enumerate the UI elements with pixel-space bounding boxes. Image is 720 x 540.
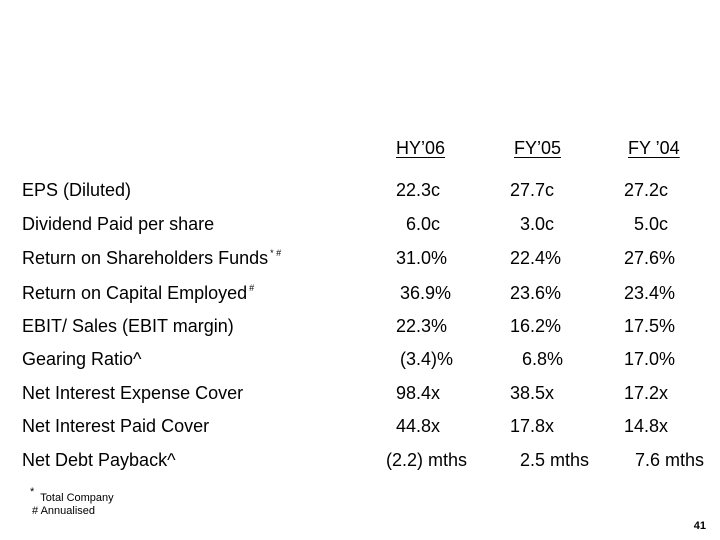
column-header-fy05: FY’05 bbox=[514, 138, 562, 158]
column-header-hy06: HY’06 bbox=[396, 138, 446, 158]
column-header-fy04: FY ’04 bbox=[628, 138, 680, 158]
cell-niec-fy04: 17.2x bbox=[624, 383, 669, 403]
cell-ebit-hy06: 22.3% bbox=[396, 316, 448, 336]
cell-dividend-fy05: 3.0c bbox=[520, 214, 555, 234]
cell-ebit-fy04: 17.5% bbox=[624, 316, 676, 336]
row-label-eps: EPS (Diluted) bbox=[22, 180, 132, 200]
cell-dividend-hy06: 6.0c bbox=[406, 214, 441, 234]
cell-rosf-hy06: 31.0% bbox=[396, 248, 448, 268]
cell-nipc-hy06: 44.8x bbox=[396, 416, 441, 436]
cell-gearing-fy04: 17.0% bbox=[624, 349, 676, 369]
row-label-return-capital-employed: Return on Capital Employed # bbox=[22, 283, 255, 303]
cell-niec-hy06: 98.4x bbox=[396, 383, 441, 403]
cell-dividend-fy04: 5.0c bbox=[634, 214, 669, 234]
cell-ebit-fy05: 16.2% bbox=[510, 316, 562, 336]
cell-ndp-hy06: (2.2) mths bbox=[386, 450, 468, 470]
row-label-dividend: Dividend Paid per share bbox=[22, 214, 215, 234]
cell-gearing-fy05: 6.8% bbox=[522, 349, 564, 369]
cell-roce-fy05: 23.6% bbox=[510, 283, 562, 303]
cell-eps-fy04: 27.2c bbox=[624, 180, 669, 200]
row-label-net-debt-payback: Net Debt Payback^ bbox=[22, 450, 176, 470]
footnote-annualised: # Annualised bbox=[32, 505, 95, 517]
cell-nipc-fy04: 14.8x bbox=[624, 416, 669, 436]
cell-ndp-fy05: 2.5 mths bbox=[520, 450, 590, 470]
row-label-net-interest-expense-cover: Net Interest Expense Cover bbox=[22, 383, 244, 403]
cell-rosf-fy04: 27.6% bbox=[624, 248, 676, 268]
cell-nipc-fy05: 17.8x bbox=[510, 416, 555, 436]
cell-roce-hy06: 36.9% bbox=[400, 283, 452, 303]
row-label-gearing-ratio: Gearing Ratio^ bbox=[22, 349, 142, 369]
row-label-net-interest-paid-cover: Net Interest Paid Cover bbox=[22, 416, 210, 436]
cell-eps-fy05: 27.7c bbox=[510, 180, 555, 200]
row-label-return-shareholders-funds: Return on Shareholders Funds * # bbox=[22, 248, 282, 268]
page-number: 41 bbox=[693, 520, 706, 532]
footnote-marker: * # bbox=[270, 248, 282, 258]
footnote-marker: # bbox=[249, 283, 255, 293]
footnote-total-company: * Total Company bbox=[30, 486, 114, 504]
cell-niec-fy05: 38.5x bbox=[510, 383, 555, 403]
cell-rosf-fy05: 22.4% bbox=[510, 248, 562, 268]
cell-ndp-fy04: 7.6 mths bbox=[635, 450, 705, 470]
cell-eps-hy06: 22.3c bbox=[396, 180, 441, 200]
footnote-star: * bbox=[30, 486, 35, 498]
cell-gearing-hy06: (3.4)% bbox=[400, 349, 454, 369]
cell-roce-fy04: 23.4% bbox=[624, 283, 676, 303]
row-label-ebit-sales: EBIT/ Sales (EBIT margin) bbox=[22, 316, 234, 336]
